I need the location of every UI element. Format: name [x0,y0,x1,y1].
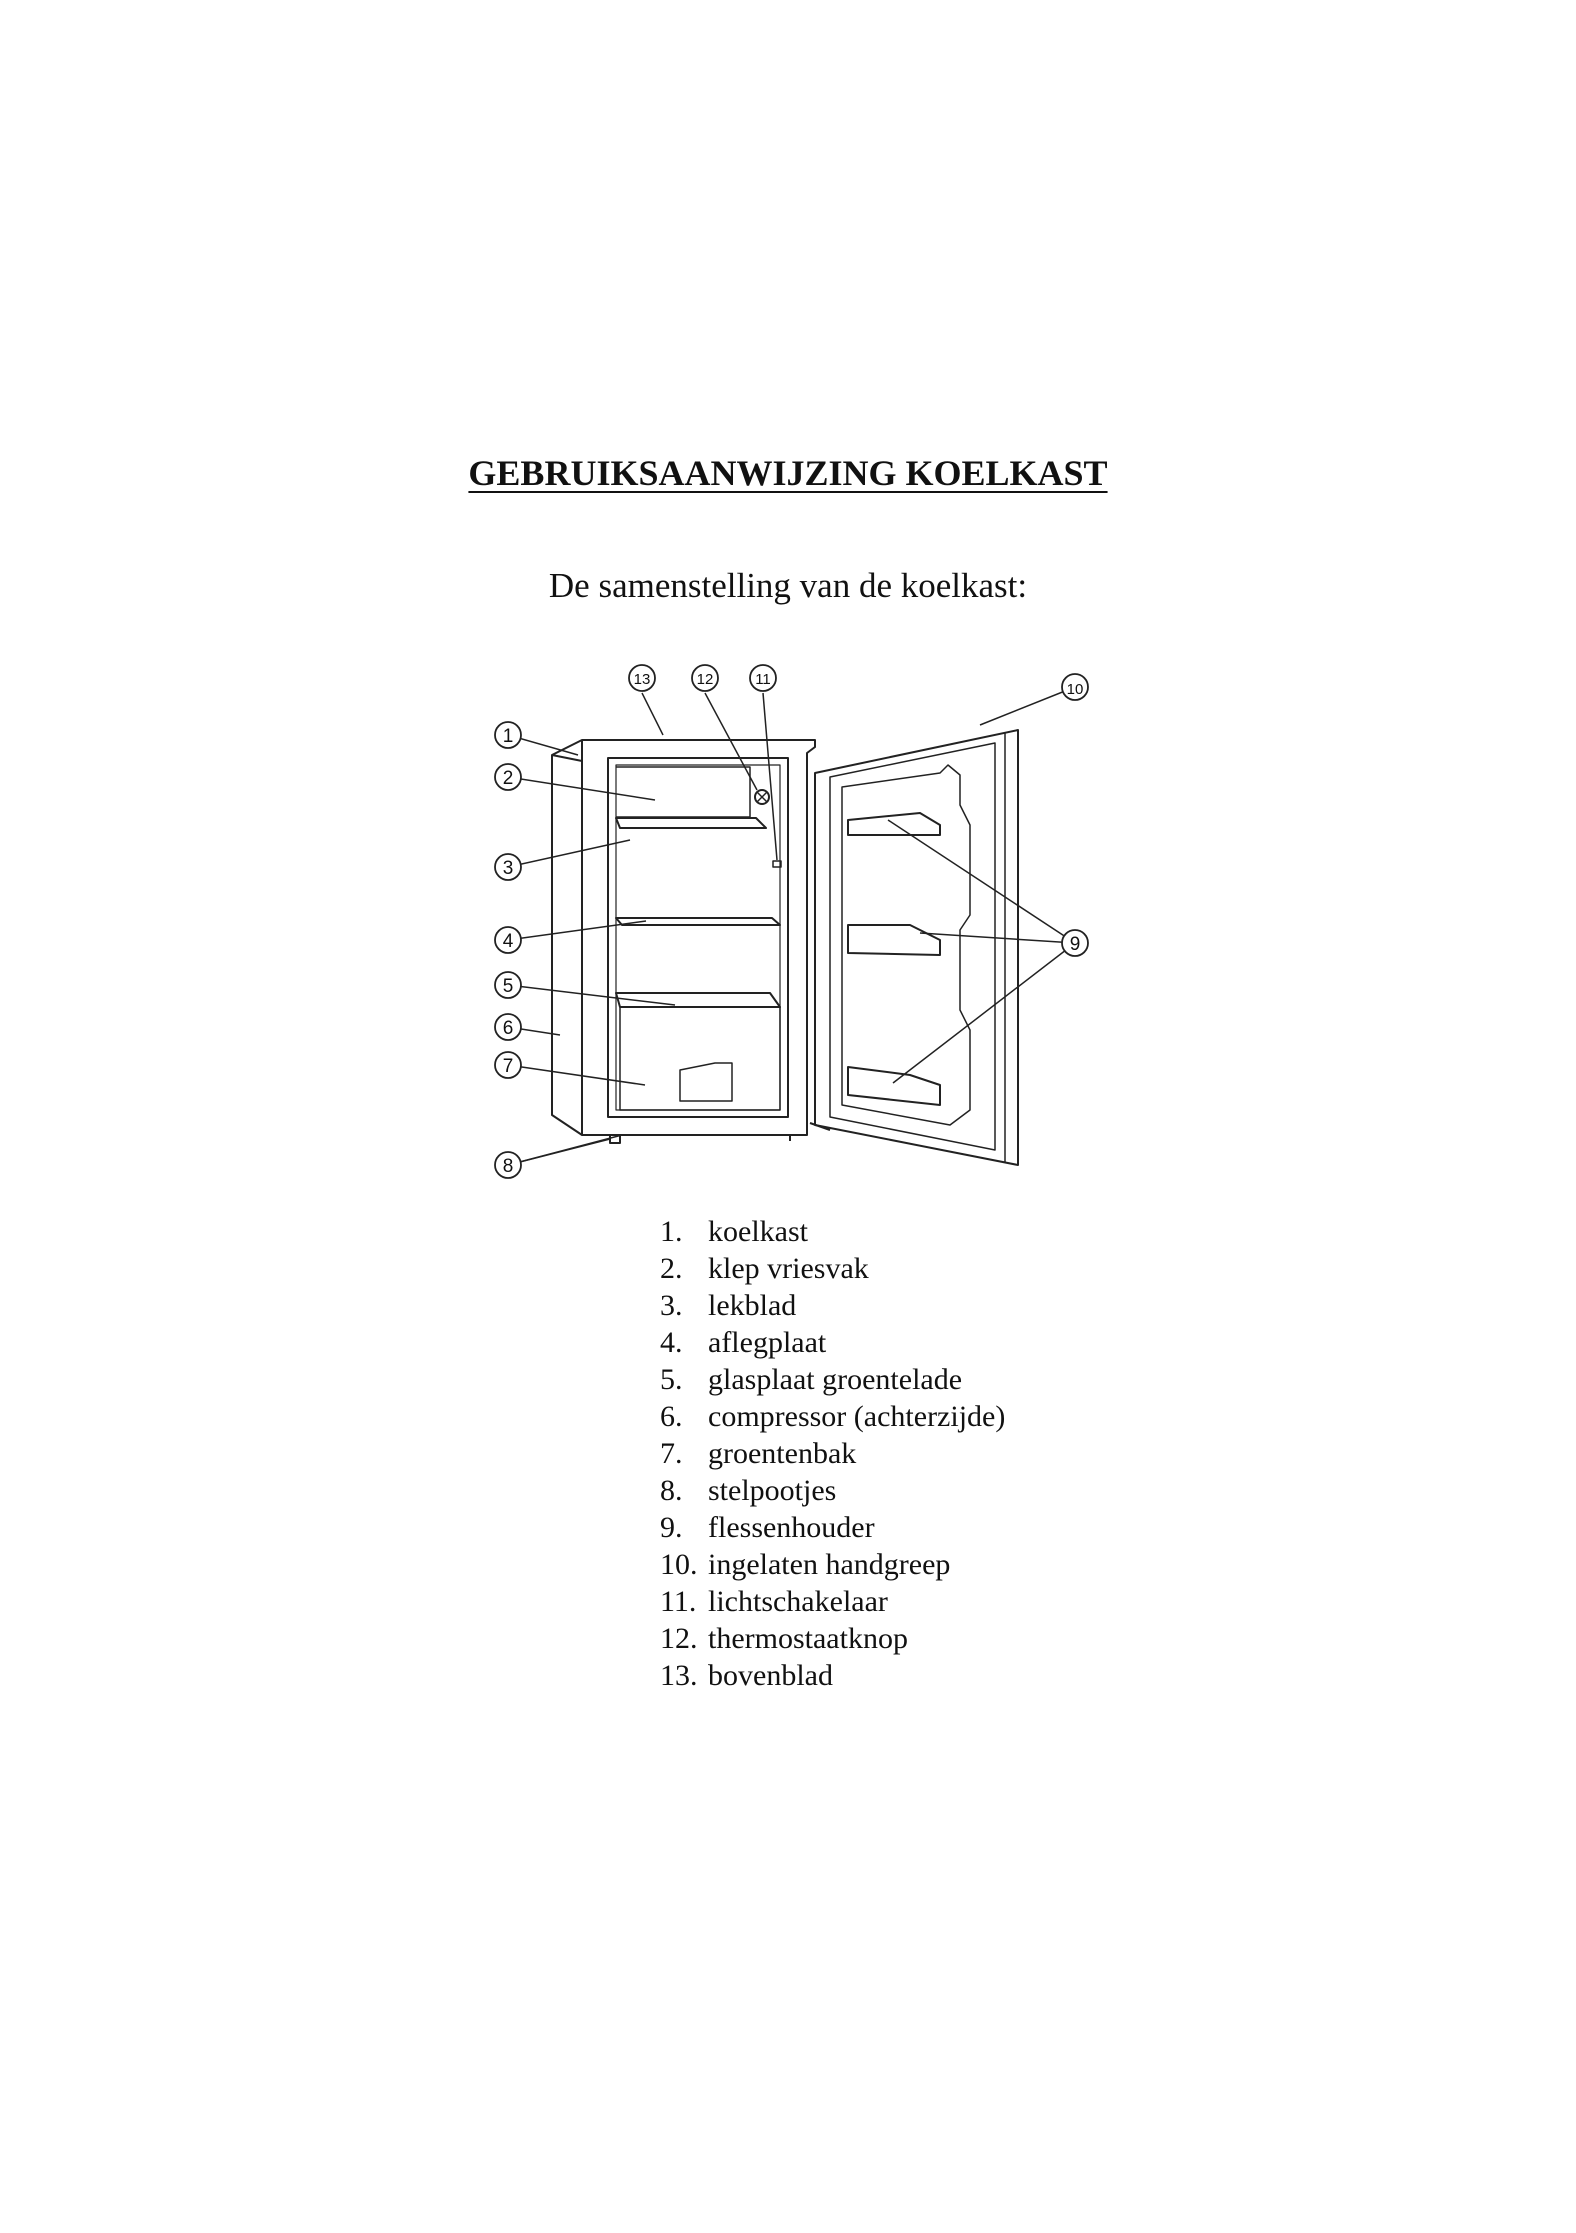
callout-11 [750,665,776,691]
list-item: 13. bovenblad [660,1659,833,1692]
svg-text:2: 2 [502,768,514,789]
list-item: 5. glasplaat groentelade [660,1363,963,1396]
list-item: 11. lichtschakelaar [660,1585,888,1618]
list-item: 1. koelkast [660,1215,808,1248]
list-item: 9. flessenhouder [660,1511,875,1544]
leveling-feet [610,1135,790,1143]
svg-text:11: 11 [755,671,771,688]
list-item: 10. ingelaten handgreep [660,1548,951,1581]
page-title [0,452,1576,494]
list-item: 6. compressor (achterzijde) [660,1400,1006,1433]
page-title-text: GEBRUIKSAANWIJZING KOELKAST [468,453,1108,493]
svg-text:9: 9 [1069,934,1081,955]
fridge-door [815,730,1018,1165]
fridge-diagram [470,655,1110,1195]
callout-3 [495,854,521,880]
svg-text:8: 8 [502,1156,514,1177]
fridge-cabinet [552,740,815,1135]
door-bin-middle [848,925,940,955]
svg-text:5: 5 [502,976,514,997]
callout-6 [495,1014,521,1040]
callout-4 [495,927,521,953]
freezer-compartment [616,767,750,817]
svg-text:6: 6 [502,1018,514,1039]
fridge-interior [608,758,788,1117]
parts-list [660,1213,1005,1694]
list-item: 2. klep vriesvak [660,1252,869,1285]
callout-8 [495,1152,521,1178]
page-subtitle: De samenstelling van de koelkast: [548,566,1028,605]
svg-text:1: 1 [502,726,514,747]
svg-text:13: 13 [633,671,651,688]
callout-2 [495,764,521,790]
svg-text:12: 12 [696,671,714,688]
callout-9 [1062,930,1088,956]
crisper-glass [616,993,780,1007]
svg-text:3: 3 [502,858,514,879]
svg-text:4: 4 [502,931,514,952]
svg-text:7: 7 [502,1056,514,1077]
crisper-drawer [620,1007,780,1110]
callout-1 [495,722,521,748]
list-item: 8. stelpootjes [660,1474,837,1507]
callout-10 [1062,674,1088,700]
drip-tray [616,818,766,828]
list-item: 3. lekblad [660,1289,797,1322]
callout-7 [495,1052,521,1078]
door-bin-bottom [848,1067,940,1105]
list-item: 7. groentenbak [660,1437,857,1470]
callout-12 [692,665,718,691]
thermostat-knob [755,790,769,804]
list-item: 4. aflegplaat [660,1326,827,1359]
list-item: 12. thermostaatknop [660,1622,908,1655]
callout-5 [495,972,521,998]
svg-text:10: 10 [1066,681,1084,698]
callout-13 [629,665,655,691]
